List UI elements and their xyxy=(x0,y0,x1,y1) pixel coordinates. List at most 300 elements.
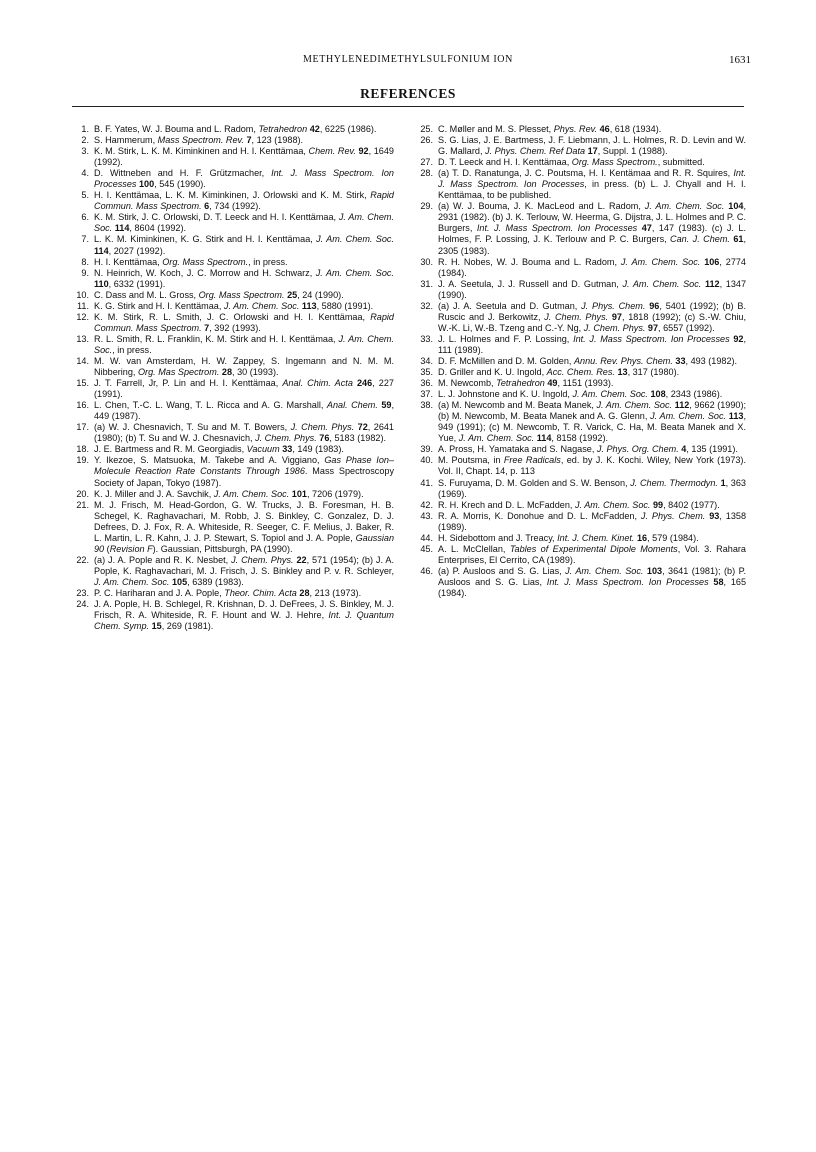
reference-text xyxy=(94,234,394,256)
reference-segment: A. Pross, H. Yamataka and S. Nagase, xyxy=(438,444,597,455)
reference-text xyxy=(438,367,746,378)
reference-number: 5. xyxy=(81,190,89,201)
reference-segment: , 111 (1989). xyxy=(438,333,747,355)
reference-title: Free Radicals xyxy=(503,455,561,466)
reference-volume: 72 xyxy=(357,422,368,433)
reference-volume: 100 xyxy=(139,179,155,190)
reference-title: J. Am. Chem. Soc. xyxy=(565,565,644,576)
reference-item xyxy=(76,135,394,146)
reference-segment: D. T. Leeck and H. I. Kenttämaa, xyxy=(438,157,572,168)
reference-segment: , 9662 (1990); (b) M. Newcomb, M. Beata Manek and A. G. Glenn, xyxy=(438,400,747,422)
reference-number: 46. xyxy=(420,565,433,576)
reference-segment: . Mass Spectroscopy Society of Japan, Tokyo (1987). xyxy=(94,466,394,488)
reference-title: J. Phys. Org. Chem. xyxy=(596,444,679,455)
reference-text xyxy=(94,378,394,400)
reference-segment: K. G. Stirk and H. I. Kenttämaa, xyxy=(94,300,224,311)
reference-number: 43. xyxy=(420,510,433,521)
reference-text xyxy=(94,334,394,356)
reference-segment: (a) W. J. Bouma, J. K. MacLeod and L. Radom, xyxy=(438,201,645,212)
reference-segment: P. C. Hariharan and J. A. Pople, xyxy=(94,587,225,598)
reference-title: J. Phys. Chem. xyxy=(581,300,646,311)
reference-text xyxy=(94,290,394,301)
reference-item xyxy=(76,599,394,632)
reference-segment: , 8604 (1992). xyxy=(129,223,187,234)
reference-volume: 59 xyxy=(381,400,392,411)
reference-title: Anal. Chim. Acta xyxy=(282,378,353,389)
reference-segment: , 2027 (1992). xyxy=(108,245,166,256)
reference-volume: 6 xyxy=(204,201,210,212)
reference-segment: C. Dass and M. L. Gross, xyxy=(94,289,199,300)
reference-volume: 28 xyxy=(299,587,310,598)
reference-segment: L. K. M. Kiminkinen, K. G. Stirk and H. I. Kenttämaa, xyxy=(94,234,317,245)
reference-volume: 96 xyxy=(649,300,660,311)
reference-segment: , 1649 (1992). xyxy=(94,146,394,168)
reference-title: J. Am. Chem. Soc. xyxy=(572,389,648,400)
reference-segment: H. I. Kenttämaa, L. K. M. Kiminkinen, J. Orlowski and K. M. Stirk, xyxy=(94,190,371,201)
reference-text xyxy=(438,378,746,389)
reference-segment: M. J. Frisch, M. Head-Gordon, G. W. Trucks, J. B. Foresman, H. B. Schegel, K. Raghavachari, M. Robb, J. S. Binkley, C. Gonzalez, D. J. Defrees, D. J. Fox, R. A. Whiteside, R. Seeger, C. F. Melius, J. Baker, R. L. Martin, L. R. Kahn, J. J. P. Stewart, S. Topiol and J. A. Pople, xyxy=(94,499,394,543)
reference-segment: , in press. (b) L. J. Chyall and H. I. Kenttämaa, to be published. xyxy=(438,179,747,201)
reference-title: Tables of Experimental Dipole Moments xyxy=(509,543,678,554)
reference-volume: 76 xyxy=(319,433,330,444)
reference-number: 40. xyxy=(420,455,433,466)
reference-segment: K. M. Stirk, R. L. Smith, J. C. Orlowski and H. I. Kenttämaa, xyxy=(94,311,371,322)
reference-segment: , 6225 (1986). xyxy=(319,124,377,134)
page-number: 1631 xyxy=(729,54,751,66)
reference-item xyxy=(420,334,746,356)
reference-title: Int. J. Quantum Chem. Symp. xyxy=(94,610,394,632)
reference-volume: 33 xyxy=(675,355,686,366)
reference-volume: 7 xyxy=(246,135,252,146)
reference-title: J. Am. Chem. Soc. xyxy=(622,278,702,289)
reference-item xyxy=(76,489,394,500)
reference-segment: , ed. by J. K. Kochi. Wiley, New York (1973). Vol. II, Chapt. 14, p. 113 xyxy=(438,455,746,477)
reference-number: 6. xyxy=(81,212,89,223)
reference-title: J. Chem. Phys. xyxy=(290,422,355,433)
reference-segment: , in press. xyxy=(112,344,152,355)
reference-item xyxy=(76,268,394,290)
reference-number: 14. xyxy=(76,355,89,366)
reference-title: J. Chem. Phys. xyxy=(544,311,609,322)
reference-segment: , 6389 (1983). xyxy=(187,576,244,587)
reference-text xyxy=(94,356,394,378)
reference-item xyxy=(420,201,746,256)
reference-segment: , 30 (1993). xyxy=(232,367,279,378)
reference-item xyxy=(420,566,746,599)
reference-number: 32. xyxy=(420,300,433,311)
reference-title: Mass Spectrom. Rev. xyxy=(157,135,244,146)
reference-item xyxy=(420,135,746,157)
reference-text xyxy=(438,544,746,566)
reference-item xyxy=(76,168,394,190)
reference-segment: N. Heinrich, W. Koch, J. C. Morrow and H. Schwarz, xyxy=(94,267,316,278)
reference-item xyxy=(420,356,746,367)
reference-item xyxy=(420,157,746,168)
reference-title: J. Am. Chem. Soc. xyxy=(458,433,535,444)
references-column-right xyxy=(420,124,746,599)
reference-item xyxy=(420,511,746,533)
reference-volume: 114 xyxy=(94,245,109,256)
reference-title: Rapid Commun. Mass Spectrom. xyxy=(94,190,394,212)
reference-text xyxy=(438,400,746,444)
reference-volume: 103 xyxy=(646,565,663,576)
reference-number: 7. xyxy=(81,234,89,245)
reference-item xyxy=(76,500,394,555)
reference-number: 35. xyxy=(420,367,433,378)
reference-segment: , 1358 (1989). xyxy=(438,510,746,532)
reference-title: J. Am. Chem. Soc. xyxy=(650,411,727,422)
reference-text xyxy=(438,478,746,500)
reference-item xyxy=(76,301,394,312)
reference-title: Theor. Chim. Acta xyxy=(224,587,297,598)
reference-item xyxy=(420,455,746,477)
reference-segment: , 5880 (1991). xyxy=(316,300,374,311)
reference-text xyxy=(438,301,746,334)
reference-segment: B. F. Yates, W. J. Bouma and L. Radom, xyxy=(94,124,259,134)
reference-item xyxy=(76,234,394,256)
reference-segment: R. A. Morris, K. Donohue and D. L. McFadden, xyxy=(438,510,641,521)
reference-volume: 112 xyxy=(674,400,690,411)
reference-text xyxy=(94,301,394,312)
reference-volume: 47 xyxy=(641,223,652,234)
reference-item xyxy=(76,146,394,168)
reference-title: J. Am. Chem. Soc. xyxy=(94,333,394,355)
reference-item xyxy=(76,257,394,268)
reference-text xyxy=(94,455,394,488)
reference-item xyxy=(76,334,394,356)
reference-title: Rapid Commun. Mass Spectrom. xyxy=(94,311,394,333)
reference-item xyxy=(76,444,394,455)
reference-segment: , 2305 (1983). xyxy=(438,234,746,256)
reference-volume: 7 xyxy=(204,322,210,333)
reference-number: 10. xyxy=(76,289,89,300)
reference-number: 31. xyxy=(420,278,433,289)
reference-segment: , submitted. xyxy=(657,157,705,168)
reference-segment: D. F. McMillen and D. M. Golden, xyxy=(438,355,574,366)
reference-title: Gaussian 90 xyxy=(94,532,394,554)
reference-text xyxy=(94,190,394,212)
reference-title: Vacuum xyxy=(246,444,280,455)
reference-segment: (a) P. Ausloos and S. G. Lias, xyxy=(438,565,566,576)
reference-text xyxy=(94,599,394,632)
reference-item xyxy=(76,588,394,599)
reference-volume: 17 xyxy=(587,146,598,157)
reference-segment: , Suppl. 1 (1988). xyxy=(597,146,668,157)
reference-number: 37. xyxy=(420,389,433,400)
reference-number: 38. xyxy=(420,400,433,411)
reference-segment: M. W. van Amsterdam, H. W. Zappey, S. Ingemann and N. M. M. Nibbering, xyxy=(94,355,394,378)
reference-item xyxy=(76,356,394,378)
reference-segment: R. L. Smith, R. L. Franklin, K. M. Stirk and H. I. Kenttämaa, xyxy=(94,333,339,344)
reference-title: J. Chem. Thermodyn. xyxy=(630,477,718,488)
reference-title: J. Chem. Phys. xyxy=(231,554,294,565)
references-column-left xyxy=(76,124,394,632)
reference-number: 29. xyxy=(420,201,433,212)
reference-segment: J. A. Seetula, J. J. Russell and D. Gutman, xyxy=(438,278,623,289)
reference-segment: , 493 (1982). xyxy=(685,355,738,366)
running-title: METHYLENEDIMETHYLSULFONIUM ION xyxy=(303,54,513,65)
reference-segment: , 571 (1954); (b) J. A. Pople, K. Raghavachari, M. J. Frisch, J. S. Binkley and P. v. R. Schleyer, xyxy=(94,554,394,576)
reference-segment: , 1818 (1992); (c) S.-W. Chiu, W.-K. Li, W.-B. Tzeng and C.-Y. Ng, xyxy=(438,311,747,333)
reference-segment: , 3641 (1981); (b) P. Ausloos and S. G. Lias, xyxy=(438,565,747,587)
reference-segment: , 149 (1983). xyxy=(292,444,344,455)
reference-segment: , Vol. 3. Rahara Enterprises, El Cerrito, CA (1989). xyxy=(438,543,746,565)
reference-item xyxy=(76,400,394,422)
reference-item xyxy=(420,301,746,334)
reference-volume: 97 xyxy=(611,311,622,322)
reference-item xyxy=(420,367,746,378)
reference-item xyxy=(420,257,746,279)
reference-number: 33. xyxy=(420,333,433,344)
reference-number: 12. xyxy=(76,311,89,322)
reference-segment: , 8402 (1977). xyxy=(663,499,720,510)
reference-item xyxy=(420,500,746,511)
reference-number: 20. xyxy=(76,488,89,499)
reference-title: Tetrahedron xyxy=(258,124,308,134)
reference-segment: S. Furuyama, D. M. Golden and S. W. Benson, xyxy=(438,477,631,488)
reference-text xyxy=(94,146,394,168)
reference-number: 36. xyxy=(420,378,433,389)
reference-segment: (a) W. J. Chesnavich, T. Su and M. T. Bowers, xyxy=(94,422,291,433)
reference-title: Phys. Rev. xyxy=(553,124,598,134)
reference-segment: , 317 (1980). xyxy=(627,367,680,378)
reference-text xyxy=(94,212,394,234)
reference-title: Chem. Rev. xyxy=(308,146,356,157)
reference-number: 4. xyxy=(81,168,89,179)
reference-item xyxy=(76,190,394,212)
reference-number: 8. xyxy=(81,256,89,267)
reference-segment: , 949 (1991); (c) M. Newcomb, T. R. Varick, C. Ha, M. Beata Manek and X. Yue, xyxy=(438,411,746,444)
reference-text xyxy=(94,422,394,444)
reference-text xyxy=(438,455,746,477)
reference-segment: ( xyxy=(104,543,110,554)
reference-text xyxy=(94,168,394,190)
reference-volume: 49 xyxy=(547,378,558,389)
reference-segment: D. Griller and K. U. Ingold, xyxy=(438,367,547,378)
reference-volume: 42 xyxy=(309,124,320,134)
reference-segment: L. J. Johnstone and K. U. Ingold, xyxy=(438,389,573,400)
reference-title: Int. J. Mass Spectrom. Ion Processes xyxy=(94,168,394,190)
reference-title: J. Am. Chem. Soc. xyxy=(574,499,651,510)
reference-volume: 25 xyxy=(287,289,298,300)
reference-item xyxy=(420,400,746,444)
reference-segment: , 449 (1987). xyxy=(94,400,395,422)
reference-segment: R. H. Nobes, W. J. Bouma and L. Radom, xyxy=(438,256,621,267)
reference-number: 26. xyxy=(420,135,433,146)
reference-title: Int. J. Mass Spectrom. Ion Processes xyxy=(573,333,730,344)
reference-segment: (a) J. A. Pople and R. K. Nesbet, xyxy=(94,554,232,565)
reference-title: Int. J. Chem. Kinet. xyxy=(557,532,635,543)
reference-number: 24. xyxy=(76,599,89,610)
reference-segment: , 1347 (1990). xyxy=(438,278,747,300)
reference-text xyxy=(94,489,394,500)
reference-segment: , 5183 (1982). xyxy=(329,433,387,444)
reference-number: 21. xyxy=(76,499,89,510)
reference-segment: J. T. Farrell, Jr, P. Lin and H. I. Kenttämaa, xyxy=(94,378,283,389)
reference-volume: 92 xyxy=(733,333,744,344)
reference-title: J. Chem. Phys. xyxy=(583,322,646,333)
reference-volume: 28 xyxy=(221,367,233,378)
reference-segment: , 7206 (1979). xyxy=(306,488,364,499)
reference-title: J. Am. Chem. Soc. xyxy=(315,267,395,278)
reference-text xyxy=(438,500,746,511)
reference-segment: S. Hammerum, xyxy=(94,135,158,146)
reference-segment: , 269 (1981). xyxy=(161,621,214,632)
reference-volume: 58 xyxy=(713,576,724,587)
reference-number: 16. xyxy=(76,400,89,411)
reference-text xyxy=(438,135,746,157)
reference-text xyxy=(438,356,746,367)
reference-segment: , 8158 (1992). xyxy=(551,433,609,444)
reference-item xyxy=(420,533,746,544)
reference-segment: R. H. Krech and D. L. McFadden, xyxy=(438,499,575,510)
reference-number: 13. xyxy=(76,333,89,344)
reference-title: Int. J. Mass Spectrom. Ion Processes xyxy=(476,223,638,234)
reference-segment: , 135 (1991). xyxy=(686,444,738,455)
reference-text xyxy=(94,257,394,268)
reference-item xyxy=(420,124,746,135)
reference-text xyxy=(94,135,394,146)
reference-number: 41. xyxy=(420,477,433,488)
reference-number: 17. xyxy=(76,422,89,433)
reference-number: 22. xyxy=(76,554,89,565)
reference-title: Int. J. Mass Spectrom. Ion Processes xyxy=(546,576,709,587)
reference-volume: 113 xyxy=(301,300,317,311)
reference-number: 42. xyxy=(420,499,433,510)
reference-volume: 113 xyxy=(728,411,744,422)
reference-segment: , 734 (1992). xyxy=(209,201,261,212)
running-head xyxy=(0,54,816,68)
reference-number: 3. xyxy=(81,146,89,157)
reference-text xyxy=(94,400,394,422)
reference-segment: J. E. Bartmess and R. M. Georgiadis, xyxy=(94,444,247,455)
reference-text xyxy=(438,533,746,544)
reference-title: Org. Mass Spectrom. xyxy=(571,157,658,168)
reference-segment: (a) M. Newcomb and M. Beata Manek, xyxy=(438,400,597,411)
reference-volume: 16 xyxy=(636,532,648,543)
reference-title: Acc. Chem. Res. xyxy=(546,367,615,378)
reference-segment: J. L. Holmes and F. P. Lossing, xyxy=(438,333,574,344)
reference-segment: J. A. Pople, H. B. Schlegel, R. Krishnan, D. J. DeFrees, J. S. Binkley, M. J. Frisch, R. A. Whiteside, R. F. Hount and W. J. Hehre, xyxy=(94,599,394,621)
reference-number: 39. xyxy=(420,444,433,455)
reference-segment: , 5401 (1992); (b) B. Ruscic and J. Berkowitz, xyxy=(438,300,746,322)
reference-item xyxy=(420,544,746,566)
reference-volume: 112 xyxy=(704,278,720,289)
reference-number: 19. xyxy=(76,455,89,466)
reference-item xyxy=(76,312,394,334)
reference-segment: , 213 (1973). xyxy=(309,587,362,598)
reference-title: Revision F xyxy=(109,543,153,554)
reference-segment: , in press. xyxy=(248,256,288,267)
reference-segment: , 2774 (1984). xyxy=(438,256,746,278)
reference-segment: Y. Ikezoe, S. Matsuoka, M. Takebe and A. Viggiano, xyxy=(94,455,325,466)
reference-volume: 246 xyxy=(356,378,373,389)
reference-title: Int. J. Mass Spectrom. Ion Processes xyxy=(438,168,746,190)
reference-title: J. Am. Chem. Soc. xyxy=(94,576,170,587)
reference-number: 9. xyxy=(81,267,89,278)
reference-text xyxy=(438,168,746,201)
reference-text xyxy=(438,566,746,599)
reference-item xyxy=(420,279,746,301)
reference-volume: 46 xyxy=(599,124,610,134)
reference-segment: K. J. Miller and J. A. Savchik, xyxy=(94,488,214,499)
reference-segment: , 165 (1984). xyxy=(438,576,747,598)
reference-title: Can. J. Chem. xyxy=(670,234,730,245)
reference-item xyxy=(76,422,394,444)
reference-item xyxy=(420,168,746,201)
reference-text xyxy=(438,444,746,455)
reference-title: Org. Mass Spectrom. xyxy=(198,289,285,300)
reference-volume: 15 xyxy=(151,621,162,632)
reference-item xyxy=(420,444,746,455)
reference-title: Org. Mas Spectrom. xyxy=(137,367,220,378)
reference-text xyxy=(94,444,394,455)
reference-number: 44. xyxy=(420,532,433,543)
reference-segment: , 123 (1988). xyxy=(251,135,304,146)
reference-text xyxy=(94,555,394,588)
reference-text xyxy=(94,268,394,290)
reference-text xyxy=(438,124,746,135)
reference-volume: 108 xyxy=(650,389,666,400)
reference-item xyxy=(420,478,746,500)
reference-text xyxy=(438,201,746,256)
reference-title: Tetrahedron xyxy=(496,378,545,389)
reference-segment: L. Chen, T.-C. L. Wang, T. L. Ricca and A. G. Marshall, xyxy=(94,400,327,411)
reference-segment: A. L. McClellan, xyxy=(438,543,510,554)
reference-segment: , 545 (1990). xyxy=(154,179,206,190)
reference-volume: 101 xyxy=(291,488,307,499)
section-rule xyxy=(72,106,744,107)
reference-number: 45. xyxy=(420,543,433,554)
reference-text xyxy=(438,279,746,301)
reference-title: Annu. Rev. Phys. Chem. xyxy=(573,355,673,366)
reference-volume: 114 xyxy=(114,223,130,234)
reference-segment: , 2343 (1986). xyxy=(665,389,723,400)
reference-item xyxy=(76,455,394,488)
reference-number: 1. xyxy=(81,124,89,134)
reference-segment: , 392 (1993). xyxy=(209,322,261,333)
reference-segment: M. Poutsma, in xyxy=(438,455,504,466)
reference-title: J. Am. Chem. Soc. xyxy=(316,234,394,245)
reference-volume: 22 xyxy=(296,554,307,565)
reference-volume: 92 xyxy=(358,146,369,157)
reference-volume: 61 xyxy=(733,234,744,245)
reference-segment: , 579 (1984). xyxy=(647,532,699,543)
reference-title: J. Am. Chem. Soc. xyxy=(620,256,701,267)
reference-segment: S. G. Lias, J. E. Bartmess, J. F. Liebmann, J. L. Holmes, R. D. Levin and W. G. Mallard, xyxy=(438,135,746,157)
reference-volume: 99 xyxy=(652,499,664,510)
reference-title: J. Chem. Phys. xyxy=(255,433,317,444)
reference-number: 18. xyxy=(76,444,89,455)
reference-segment: , 618 (1934). xyxy=(609,124,662,134)
reference-segment: , 1151 (1993). xyxy=(557,378,614,389)
reference-segment: , 227 (1991). xyxy=(94,378,394,400)
reference-title: J. Am. Chem. Soc. xyxy=(94,212,394,234)
reference-segment: , 363 (1969). xyxy=(438,477,746,499)
reference-item xyxy=(76,555,394,588)
reference-number: 25. xyxy=(420,124,433,134)
reference-segment: (a) J. A. Seetula and D. Gutman, xyxy=(438,300,582,311)
reference-segment: , 2641 (1980); (b) T. Su and W. J. Chesnavich, xyxy=(94,422,394,444)
reference-segment: D. Wittneben and H. F. Grützmacher, xyxy=(94,168,272,179)
reference-title: J. Phys. Chem. xyxy=(640,510,706,521)
reference-number: 2. xyxy=(81,135,89,146)
reference-segment: (a) T. D. Ranatunga, J. C. Poutsma, H. I. Kentämaa and R. R. Squires, xyxy=(438,168,734,179)
reference-item xyxy=(76,212,394,234)
reference-volume: 4 xyxy=(681,444,687,455)
reference-segment: M. Newcomb, xyxy=(438,378,497,389)
reference-volume: 104 xyxy=(728,201,744,212)
